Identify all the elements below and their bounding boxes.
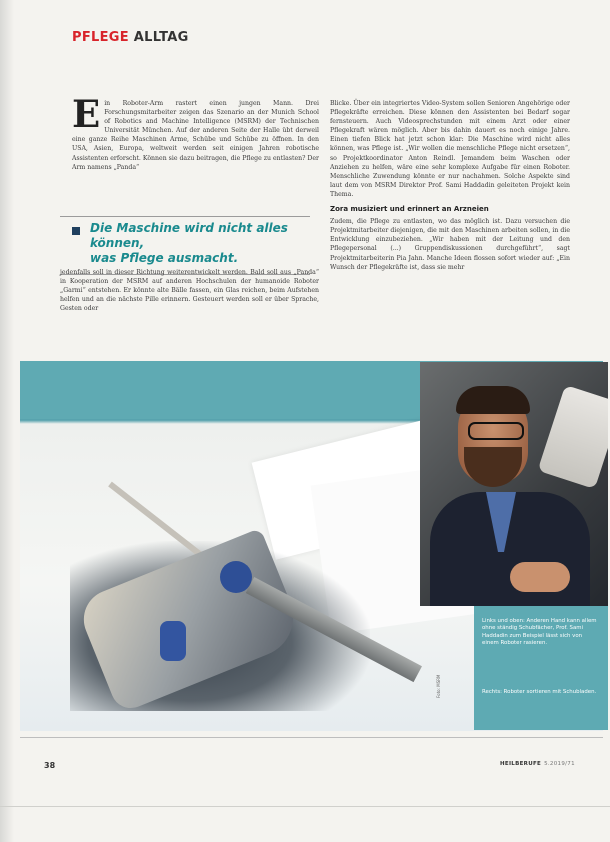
section-label: PFLEGE bbox=[72, 30, 129, 45]
article-intro bbox=[72, 92, 319, 172]
issue-label: 5.2019/71 bbox=[544, 761, 575, 767]
photo-caption-2: Rechts: Roboter sortieren mit Schubladen. bbox=[482, 689, 597, 695]
page-number: 38 bbox=[44, 761, 56, 770]
pullquote-line-2: was Pflege ausmacht. bbox=[90, 251, 239, 265]
magazine-name: HEILBERUFE bbox=[500, 761, 542, 767]
article-right-column bbox=[330, 99, 570, 272]
dropcap: E bbox=[72, 92, 101, 136]
magazine-footer bbox=[500, 761, 575, 767]
intro-text: in Roboter-Arm rastert einen jungen Mann. Drei Forschungsmitarbeiter zeigen das Szenario an der Munich School of Robotics and Machine Intelligence (MSRM) der Technischen Universität München. Auf der anderen Seite der Halle übt derweil eine ganze Reihe Maschinen Arme, Schübe und Schübe zu öffnen. In den USA, Asien, Europa, weltweit werden seit einigen Jahren robotische Assistenten erforscht. Können sie dazu beitragen, die Pflege zu entlasten? Der Arm namens „Panda“ bbox=[72, 100, 319, 171]
subsection-label: ALLTAG bbox=[133, 30, 189, 45]
right-bottom-text: Zudem, die Pflege zu entlasten, wo das möglich ist. Dazu versuchen die Projektmitarbeiter diejenigen, die mit den Maschinen arbeiten sollen, in die Entwicklung einzubeziehen. „Wir haben mit der Leitung und den Pflegepersonal (...) Gruppendiskussionen durchgeführt“, sagt Projektmitarbeiterin Pia Jahn. Manche Ideen flossen sofort wieder auf: „Ein Wunsch der Pflegekräfte ist, dass sie mehr bbox=[330, 218, 570, 271]
pullquote bbox=[60, 216, 310, 275]
photo-credit: Foto: MSRM bbox=[436, 674, 441, 698]
pullquote-line-1: Die Maschine wird nicht alles können, bbox=[90, 221, 288, 250]
scan-edge bbox=[0, 806, 610, 807]
photo-caption-1: Links und oben: Anderen Hand kann allem ohne ständig Schubfächer, Prof. Sami Haddadin zum Beispiel lässt sich von einem Roboter rasieren. bbox=[482, 618, 597, 647]
article-left-bottom: jedenfalls soll in dieser Richtung weiterentwickelt werden. Bald soll aus „Panda“ in Kooperation der MSRM auf anderen Hochschulen der humanoide Roboter „Garmi“ entstehen. Er könnte alte Bälle fassen, ein Glas reichen, beim Aufstehen helfen und an die nächste Pille erinnern. Gesteuert werden soll er über Sprache, Gesten oder bbox=[60, 269, 319, 313]
portrait-photo bbox=[420, 362, 608, 606]
section-header bbox=[72, 30, 189, 45]
subheading: Zora musiziert und erinnert an Arzneien bbox=[330, 205, 489, 214]
footer-divider bbox=[20, 737, 603, 738]
binding-shadow bbox=[0, 0, 14, 842]
square-icon bbox=[72, 227, 80, 235]
right-top-text: Blicke. Über ein integriertes Video-System sollen Senioren Angehörige oder Pflegekräfte erreichen. Diese können den Assistenten bei Bedarf sogar fernsteuern. Auch Videosprechstunden mit einem Arzt oder einer Pflegekraft wären möglich. Aber bis dahin dauert es noch einige Jahre. Einen tiefen Blick hat jetzt schon klar: Die Maschine wird nicht alles können, was Pflege ist. „Wir wollen die menschliche Pflege nicht ersetzen“, so Projektkoordinator Anton Reindl. Jemandem beim Waschen oder Anziehen zu helfen, wäre eine sehr komplexe Aufgabe für einen Roboter. Menschliche Zuwendung könnte er nur nachahmen. Solche Aspekte sind laut dem von MSRM Direktor Prof. Sami Haddadin geleiteten Projekt kein Thema. bbox=[330, 100, 570, 198]
